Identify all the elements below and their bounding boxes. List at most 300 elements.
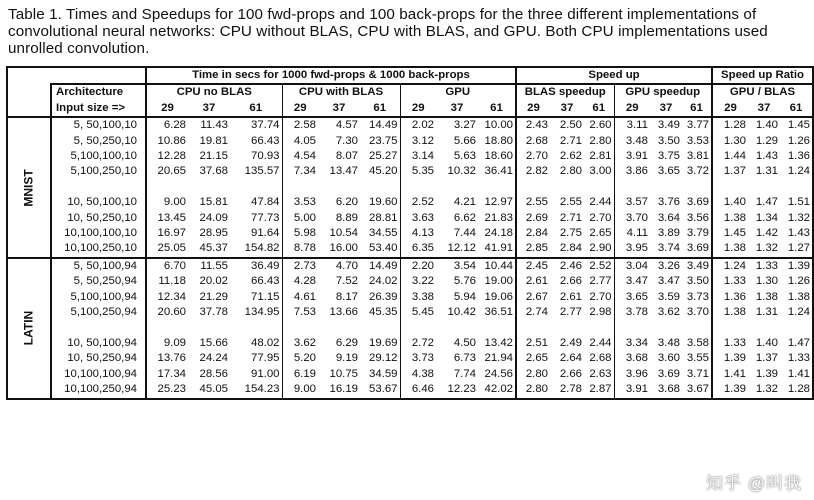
- value-cell: 2.85: [516, 241, 550, 257]
- value-cell: 2.55: [516, 195, 550, 210]
- input-size-8: 61: [490, 101, 503, 114]
- cpu-no-blas-header: CPU no BLAS: [146, 84, 282, 100]
- value-cell: 1.32: [755, 242, 778, 255]
- value-cell: 3.65: [657, 165, 680, 178]
- value-cell: 3.73: [686, 290, 709, 303]
- value-cell: 3.73: [400, 351, 436, 366]
- value-cell: 21.83: [484, 211, 513, 224]
- value-cell: 1.42: [755, 227, 778, 240]
- value-cell: 1.39: [712, 351, 748, 366]
- value-cell: 6.28: [146, 117, 188, 133]
- value-cell: 5.66: [453, 134, 476, 147]
- table-row: [7, 134, 813, 149]
- value-cell: 1.38: [755, 290, 778, 303]
- architecture-cell: 5,100,250,94: [51, 305, 146, 320]
- table-row: [7, 149, 813, 164]
- value-cell: 2.64: [559, 352, 582, 365]
- value-cell: 11.18: [146, 274, 188, 289]
- value-cell: 3.72: [686, 165, 709, 178]
- gpu-blas-header: GPU / BLAS: [712, 84, 813, 100]
- gpu-header: GPU: [400, 84, 516, 100]
- value-cell: 2.80: [516, 382, 550, 398]
- value-cell: 13.47: [329, 165, 358, 178]
- value-cell: 10.54: [329, 227, 358, 240]
- value-cell: 25.23: [146, 382, 188, 398]
- value-cell: 2.69: [516, 211, 550, 226]
- value-cell: 5.76: [453, 275, 476, 288]
- value-cell: 2.66: [559, 275, 582, 288]
- value-cell: 36.49: [230, 258, 282, 274]
- value-cell: 2.90: [589, 242, 612, 255]
- value-cell: 20.65: [146, 164, 188, 179]
- value-cell: 2.98: [589, 306, 612, 319]
- architecture-cell: 5, 50,100,94: [51, 258, 146, 274]
- value-cell: 3.91: [614, 149, 650, 164]
- value-cell: 25.05: [146, 241, 188, 257]
- value-cell: 3.69: [657, 367, 680, 380]
- value-cell: 41.91: [484, 242, 513, 255]
- value-cell: 3.49: [650, 117, 682, 133]
- value-cell: 28.95: [199, 227, 228, 240]
- value-cell: 1.43: [755, 150, 778, 163]
- table-row: [7, 367, 813, 382]
- value-cell: 154.82: [244, 242, 280, 255]
- value-cell: 2.84: [559, 242, 582, 255]
- value-cell: 1.28: [712, 117, 748, 133]
- value-cell: 134.95: [244, 306, 280, 319]
- value-cell: 24.56: [484, 367, 513, 380]
- value-cell: 2.75: [559, 227, 582, 240]
- value-cell: 1.32: [748, 382, 780, 398]
- value-cell: 12.97: [484, 196, 513, 209]
- value-cell: 3.64: [657, 211, 680, 224]
- value-cell: 4.11: [614, 226, 650, 241]
- value-cell: 3.77: [682, 117, 712, 133]
- input-size-9: 29: [516, 101, 550, 117]
- architecture-cell: 5,100,250,10: [51, 164, 146, 179]
- dataset-label: [7, 258, 51, 399]
- value-cell: 19.06: [484, 290, 513, 303]
- value-cell: 26.39: [368, 290, 398, 303]
- value-cell: 3.75: [657, 150, 680, 163]
- value-cell: 3.00: [589, 165, 612, 178]
- value-cell: 2.73: [282, 258, 318, 274]
- value-cell: 24.18: [484, 227, 513, 240]
- value-cell: 7.53: [282, 305, 318, 320]
- table-row: [7, 211, 813, 226]
- value-cell: 1.27: [780, 241, 813, 257]
- value-cell: 3.48: [657, 336, 680, 349]
- value-cell: 71.15: [250, 290, 280, 303]
- value-cell: 48.02: [250, 336, 280, 349]
- value-cell: 1.33: [780, 351, 813, 366]
- value-cell: 1.24: [712, 258, 748, 274]
- table-row: [7, 241, 813, 257]
- value-cell: 6.70: [146, 258, 188, 274]
- value-cell: 1.30: [712, 134, 748, 149]
- value-cell: 2.58: [282, 117, 318, 133]
- value-cell: 70.93: [250, 150, 280, 163]
- value-cell: 3.95: [614, 241, 650, 257]
- value-cell: 1.36: [780, 149, 813, 164]
- value-cell: 11.55: [188, 258, 230, 274]
- value-cell: 10.86: [146, 134, 188, 149]
- architecture-cell: 5, 50,250,10: [51, 134, 146, 149]
- value-cell: 3.53: [282, 195, 318, 210]
- value-cell: 2.60: [584, 117, 614, 133]
- watermark: 知乎 @叫我: [706, 474, 802, 493]
- value-cell: 8.07: [335, 150, 358, 163]
- value-cell: 154.23: [230, 382, 282, 398]
- value-cell: 3.78: [614, 305, 650, 320]
- value-cell: 3.48: [614, 134, 650, 149]
- value-cell: 1.30: [755, 275, 778, 288]
- value-cell: 1.26: [780, 134, 813, 149]
- value-cell: 3.67: [682, 382, 712, 398]
- value-cell: 1.41: [780, 367, 813, 382]
- value-cell: 2.78: [550, 382, 584, 398]
- value-cell: 1.44: [712, 149, 748, 164]
- value-cell: 21.15: [199, 150, 228, 163]
- value-cell: 2.44: [589, 196, 612, 209]
- value-cell: 3.70: [686, 306, 709, 319]
- value-cell: 2.84: [516, 226, 550, 241]
- value-cell: 20.60: [146, 305, 188, 320]
- value-cell: 91.00: [250, 367, 280, 380]
- value-cell: 135.57: [244, 165, 280, 178]
- value-cell: 12.23: [436, 382, 478, 398]
- value-cell: 4.28: [282, 274, 318, 289]
- value-cell: 45.05: [188, 382, 230, 398]
- value-cell: 2.70: [589, 211, 612, 224]
- value-cell: 1.36: [712, 290, 748, 305]
- value-cell: 3.68: [614, 351, 650, 366]
- architecture-cell: 5, 50,250,94: [51, 274, 146, 289]
- value-cell: 3.89: [657, 227, 680, 240]
- value-cell: 3.12: [400, 134, 436, 149]
- architecture-header: Architecture: [51, 84, 146, 100]
- value-cell: 1.39: [780, 258, 813, 274]
- value-cell: 3.70: [614, 211, 650, 226]
- value-cell: 53.67: [360, 382, 400, 398]
- value-cell: 2.80: [559, 165, 582, 178]
- value-cell: 3.55: [686, 352, 709, 365]
- value-cell: 2.80: [589, 134, 612, 147]
- value-cell: 2.72: [400, 336, 436, 351]
- value-cell: 9.00: [146, 195, 188, 210]
- value-cell: 10.42: [447, 306, 476, 319]
- value-cell: 2.81: [589, 150, 612, 163]
- value-cell: 1.33: [712, 274, 748, 289]
- gpu-speedup-header: GPU speedup: [614, 84, 712, 100]
- value-cell: 2.82: [516, 164, 550, 179]
- value-cell: 25.27: [368, 150, 398, 163]
- value-cell: 34.59: [368, 367, 398, 380]
- table-row: [7, 226, 813, 241]
- value-cell: 2.77: [589, 275, 612, 288]
- value-cell: 5.20: [282, 351, 318, 366]
- value-cell: 8.17: [335, 290, 358, 303]
- input-size-0: 29: [146, 101, 188, 117]
- input-size-15: 29: [712, 101, 748, 117]
- architecture-cell: 10, 50,250,94: [51, 351, 146, 366]
- architecture-cell: 5,100,100,10: [51, 149, 146, 164]
- input-size-6: 29: [400, 101, 436, 117]
- value-cell: 1.31: [755, 165, 778, 178]
- value-cell: 3.68: [650, 382, 682, 398]
- input-size-1: 37: [202, 101, 216, 114]
- architecture-cell: 10, 50,250,10: [51, 211, 146, 226]
- architecture-cell: 10,100,250,10: [51, 241, 146, 257]
- value-cell: 9.00: [282, 382, 318, 398]
- value-cell: 16.97: [146, 226, 188, 241]
- value-cell: 13.66: [329, 306, 358, 319]
- value-cell: 1.40: [755, 336, 778, 349]
- value-cell: 5.94: [453, 290, 476, 303]
- value-cell: 1.43: [780, 226, 813, 241]
- value-cell: 2.52: [584, 258, 614, 274]
- value-cell: 3.63: [400, 211, 436, 226]
- input-size-2: 61: [249, 101, 263, 114]
- table-row: [7, 305, 813, 320]
- value-cell: 3.86: [614, 164, 650, 179]
- value-cell: 18.60: [484, 150, 513, 163]
- table-row: [7, 290, 813, 305]
- value-cell: 1.38: [780, 290, 813, 305]
- value-cell: 13.45: [146, 211, 188, 226]
- value-cell: 3.91: [614, 382, 650, 398]
- value-cell: 19.69: [368, 336, 398, 349]
- architecture-cell: 10,100,250,94: [51, 382, 146, 398]
- value-cell: 19.00: [484, 275, 513, 288]
- value-cell: 19.81: [199, 134, 228, 147]
- value-cell: 1.28: [780, 382, 813, 398]
- value-cell: 1.38: [712, 305, 748, 320]
- dataset-label-text: MNIST: [21, 168, 36, 207]
- spacer-row: [7, 320, 813, 335]
- input-size-7: 37: [450, 101, 464, 114]
- value-cell: 7.44: [453, 227, 476, 240]
- value-cell: 3.50: [657, 134, 680, 147]
- value-cell: 1.39: [712, 382, 748, 398]
- value-cell: 3.47: [614, 274, 650, 289]
- value-cell: 4.13: [400, 226, 436, 241]
- value-cell: 5.35: [400, 164, 436, 179]
- value-cell: 36.51: [484, 306, 513, 319]
- value-cell: 2.43: [516, 117, 550, 133]
- value-cell: 14.49: [360, 117, 400, 133]
- value-cell: 37.68: [199, 165, 228, 178]
- value-cell: 12.12: [447, 242, 476, 255]
- value-cell: 1.38: [712, 211, 748, 226]
- blas-speedup-header: BLAS speedup: [516, 84, 614, 100]
- value-cell: 3.81: [686, 150, 709, 163]
- value-cell: 24.24: [199, 352, 228, 365]
- value-cell: 2.51: [516, 336, 550, 351]
- value-cell: 1.40: [748, 117, 780, 133]
- value-cell: 5.63: [453, 150, 476, 163]
- input-size-10: 37: [560, 101, 574, 114]
- value-cell: 34.55: [368, 227, 398, 240]
- value-cell: 6.73: [453, 352, 476, 365]
- value-cell: 2.55: [559, 196, 582, 209]
- value-cell: 18.80: [484, 134, 513, 147]
- value-cell: 3.47: [657, 275, 680, 288]
- value-cell: 4.21: [453, 196, 476, 209]
- table-row: [7, 164, 813, 179]
- table-row: [7, 336, 813, 351]
- value-cell: 3.49: [682, 258, 712, 274]
- input-size-3: 29: [282, 101, 318, 117]
- value-cell: 17.34: [146, 367, 188, 382]
- value-cell: 13.42: [484, 336, 513, 349]
- value-cell: 1.29: [755, 134, 778, 147]
- value-cell: 1.45: [780, 117, 813, 133]
- value-cell: 4.38: [400, 367, 436, 382]
- value-cell: 47.84: [250, 196, 280, 209]
- value-cell: 10.00: [478, 117, 516, 133]
- architecture-cell: 10, 50,100,10: [51, 195, 146, 210]
- value-cell: 2.67: [516, 290, 550, 305]
- value-cell: 37.78: [199, 306, 228, 319]
- value-cell: 2.77: [559, 306, 582, 319]
- value-cell: 5.00: [282, 211, 318, 226]
- architecture-cell: 10,100,100,10: [51, 226, 146, 241]
- value-cell: 3.62: [282, 336, 318, 351]
- value-cell: 11.43: [188, 117, 230, 133]
- input-size-13: 37: [659, 101, 673, 114]
- table-row: [7, 382, 813, 398]
- value-cell: 1.31: [755, 306, 778, 319]
- value-cell: 10.32: [447, 165, 476, 178]
- value-cell: 53.40: [368, 242, 398, 255]
- value-cell: 2.50: [550, 117, 584, 133]
- input-size-17: 61: [780, 101, 813, 117]
- value-cell: 6.29: [335, 336, 358, 349]
- value-cell: 9.19: [335, 352, 358, 365]
- value-cell: 7.34: [282, 164, 318, 179]
- value-cell: 19.60: [368, 196, 398, 209]
- value-cell: 2.68: [516, 134, 550, 149]
- value-cell: 3.69: [686, 242, 709, 255]
- value-cell: 1.26: [780, 274, 813, 289]
- value-cell: 45.20: [368, 165, 398, 178]
- value-cell: 2.65: [516, 351, 550, 366]
- value-cell: 10.44: [478, 258, 516, 274]
- input-size-11: 61: [592, 101, 606, 114]
- table-caption: Table 1. Times and Speedups for 100 fwd-props and 100 back-props for the three different implementations of convolutional neural networks: CPU without BLAS, CPU with BLAS, and GPU. Both CPU implementations used unrolled convolution.: [8, 6, 768, 57]
- value-cell: 6.35: [400, 241, 436, 257]
- value-cell: 3.54: [436, 258, 478, 274]
- spacer-row: [7, 180, 813, 195]
- value-cell: 21.94: [484, 352, 513, 365]
- input-size-14: 61: [690, 101, 703, 114]
- value-cell: 1.41: [712, 367, 748, 382]
- value-cell: 15.81: [199, 196, 228, 209]
- value-cell: 1.37: [755, 352, 778, 365]
- input-size-12: 29: [614, 101, 650, 117]
- value-cell: 3.27: [436, 117, 478, 133]
- value-cell: 3.62: [657, 306, 680, 319]
- value-cell: 28.56: [199, 367, 228, 380]
- value-cell: 37.74: [230, 117, 282, 133]
- table-row: [7, 258, 813, 274]
- value-cell: 5.98: [282, 226, 318, 241]
- speedup-group-header: Speed up: [516, 67, 712, 84]
- value-cell: 4.57: [318, 117, 360, 133]
- value-cell: 42.02: [478, 382, 516, 398]
- value-cell: 3.11: [614, 117, 650, 133]
- value-cell: 2.52: [400, 195, 436, 210]
- value-cell: 3.38: [400, 290, 436, 305]
- value-cell: 2.65: [589, 227, 612, 240]
- value-cell: 66.43: [250, 275, 280, 288]
- input-size-16: 37: [757, 101, 771, 114]
- value-cell: 6.46: [400, 382, 436, 398]
- value-cell: 2.45: [516, 258, 550, 274]
- value-cell: 2.80: [516, 367, 550, 382]
- value-cell: 16.19: [318, 382, 360, 398]
- value-cell: 3.71: [686, 367, 709, 380]
- table-row: [7, 117, 813, 133]
- value-cell: 45.35: [368, 306, 398, 319]
- value-cell: 3.59: [657, 290, 680, 303]
- value-cell: 1.37: [712, 164, 748, 179]
- value-cell: 3.14: [400, 149, 436, 164]
- value-cell: 6.20: [335, 196, 358, 209]
- value-cell: 1.39: [755, 367, 778, 380]
- value-cell: 28.81: [368, 211, 398, 224]
- value-cell: 3.56: [686, 211, 709, 224]
- value-cell: 15.66: [199, 336, 228, 349]
- value-cell: 24.02: [368, 275, 398, 288]
- header-row-groups: [7, 67, 813, 84]
- time-group-header: Time in secs for 1000 fwd-props & 1000 back-props: [146, 67, 516, 84]
- value-cell: 1.32: [780, 211, 813, 226]
- value-cell: 3.34: [614, 336, 650, 351]
- value-cell: 2.02: [400, 117, 436, 133]
- value-cell: 2.71: [559, 134, 582, 147]
- value-cell: 2.46: [550, 258, 584, 274]
- value-cell: 7.74: [453, 367, 476, 380]
- value-cell: 3.69: [686, 196, 709, 209]
- value-cell: 1.24: [780, 164, 813, 179]
- value-cell: 3.76: [657, 196, 680, 209]
- value-cell: 3.79: [686, 227, 709, 240]
- value-cell: 4.50: [453, 336, 476, 349]
- table-row: [7, 274, 813, 289]
- value-cell: 1.24: [780, 305, 813, 320]
- table-row: [7, 195, 813, 210]
- architecture-cell: 10, 50,100,94: [51, 336, 146, 351]
- value-cell: 3.65: [614, 290, 650, 305]
- architecture-cell: 10,100,100,94: [51, 367, 146, 382]
- architecture-cell: 5,100,100,94: [51, 290, 146, 305]
- value-cell: 1.33: [748, 258, 780, 274]
- value-cell: 91.64: [250, 227, 280, 240]
- value-cell: 12.28: [146, 149, 188, 164]
- dataset-label-text: LATIN: [21, 310, 36, 346]
- value-cell: 2.70: [516, 149, 550, 164]
- value-cell: 14.49: [360, 258, 400, 274]
- value-cell: 6.19: [282, 367, 318, 382]
- value-cell: 4.54: [282, 149, 318, 164]
- value-cell: 2.61: [516, 274, 550, 289]
- value-cell: 45.37: [199, 242, 228, 255]
- value-cell: 9.09: [146, 336, 188, 351]
- value-cell: 2.70: [589, 290, 612, 303]
- value-cell: 3.50: [686, 275, 709, 288]
